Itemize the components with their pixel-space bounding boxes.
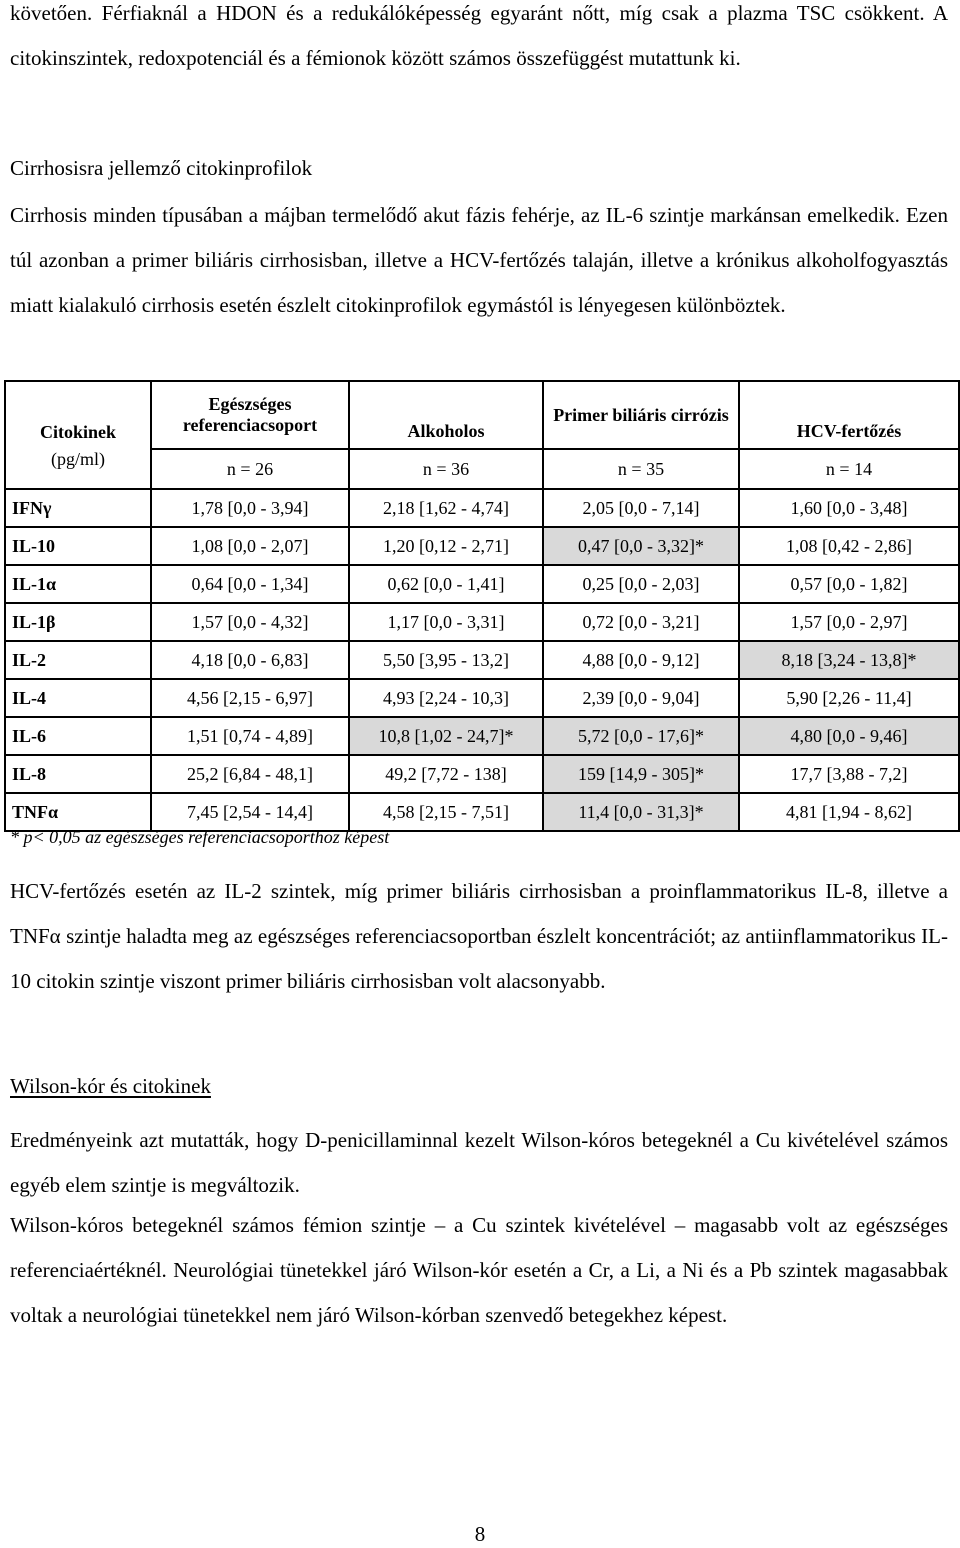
page-number: 8: [474, 1522, 486, 1546]
post-table-paragraph: HCV-fertőzés esetén az IL-2 szintek, míg primer biliáris cirrhosisban a proinflammatorikus IL-8, illetve a TNFα szintje haladta meg az egészséges referenciacsoportban észlelt koncentrációt; az antiinflammatorikus IL-10 citokin szintje viszont primer biliáris cirrhosisban volt alacsonyabb.: [10, 879, 948, 993]
table-row: [5, 679, 959, 717]
table-cell: 4,93 [2,24 - 10,3]: [349, 679, 543, 717]
intro-paragraph: követően. Férfiaknál a HDON és a redukálóképesség egyaránt nőtt, míg csak a plazma TSC csökkent. A citokinszintek, redoxpotenciál és a fémionok között számos összefüggést mutattunk ki.: [10, 1, 948, 70]
table-cell: 0,62 [0,0 - 1,41]: [349, 565, 543, 603]
sample-size-cell: n = 26: [151, 449, 349, 489]
table-cell: 25,2 [6,84 - 48,1]: [151, 755, 349, 793]
table-cell: 0,72 [0,0 - 3,21]: [543, 603, 739, 641]
table-cell: 0,57 [0,0 - 1,82]: [739, 565, 959, 603]
table-cell: 2,39 [0,0 - 9,04]: [543, 679, 739, 717]
sample-size-row: [5, 449, 959, 489]
table-cell: 1,51 [0,74 - 4,89]: [151, 717, 349, 755]
cytokine-name: IL-8: [5, 755, 151, 793]
cytokine-name: IL-2: [5, 641, 151, 679]
table-row: [5, 565, 959, 603]
table-cell: 2,18 [1,62 - 4,74]: [349, 489, 543, 527]
table-cell: 1,20 [0,12 - 2,71]: [349, 527, 543, 565]
table-cell: 1,60 [0,0 - 3,48]: [739, 489, 959, 527]
table-row: [5, 603, 959, 641]
table-cell: 1,08 [0,42 - 2,86]: [739, 527, 959, 565]
table-cell: 11,4 [0,0 - 31,3]*: [543, 793, 739, 831]
sample-size-cell: n = 36: [349, 449, 543, 489]
table-cell: 1,57 [0,0 - 2,97]: [739, 603, 959, 641]
cirrhosis-paragraph: Cirrhosis minden típusában a májban termelődő akut fázis fehérje, az IL-6 szintje markánsan emelkedik. Ezen túl azonban a primer biliáris cirrhosisban, illetve a HCV-fertőzés talaján, illetve a krónikus alkoholfogyasztás miatt kialakuló cirrhosis esetén észlelt citokinprofilok egymástól is lényegesen különböztek.: [10, 203, 948, 317]
table-footnote: * p< 0,05 az egészséges referenciacsoporthoz képest: [10, 827, 390, 847]
table-row: [5, 489, 959, 527]
wilson-paragraph-1: Eredményeink azt mutatták, hogy D-penicillaminnal kezelt Wilson-kóros betegeknél a Cu kivételével számos egyéb elem szintje is megváltozik.: [10, 1128, 948, 1197]
column-header: Alkoholos: [349, 381, 543, 449]
table-row: [5, 755, 959, 793]
column-header: Egészséges referenciacsoport: [151, 381, 349, 449]
cytokine-name: IFNγ: [5, 489, 151, 527]
table-cell: 1,17 [0,0 - 3,31]: [349, 603, 543, 641]
table-row: [5, 793, 959, 831]
section-heading-cirrhosis: Cirrhosisra jellemző citokinprofilok: [10, 156, 313, 180]
sample-size-cell: n = 14: [739, 449, 959, 489]
table-cell: 4,81 [1,94 - 8,62]: [739, 793, 959, 831]
table-cell: 8,18 [3,24 - 13,8]*: [739, 641, 959, 679]
table-cell: 159 [14,9 - 305]*: [543, 755, 739, 793]
section-heading-wilson: Wilson-kór és citokinek: [10, 1074, 211, 1098]
table-cell: 0,64 [0,0 - 1,34]: [151, 565, 349, 603]
table-row: [5, 641, 959, 679]
unit-label: (pg/ml): [5, 449, 151, 489]
cytokine-name: IL-1α: [5, 565, 151, 603]
table-cell: 17,7 [3,88 - 7,2]: [739, 755, 959, 793]
cytokine-name: IL-4: [5, 679, 151, 717]
cytokine-name: TNFα: [5, 793, 151, 831]
wilson-paragraph-2: Wilson-kóros betegeknél számos fémion szintje – a Cu szintek kivételével – magasabb volt az egészséges referenciaértéknél. Neurológiai tünetekkel járó Wilson-kór esetén a Cr, a Li, a Ni és a Pb szintek magasabbak voltak a neurológiai tünetekkel nem járó Wilson-kórban szenvedő betegekhez képest.: [10, 1213, 948, 1327]
corner-label: Citokinek: [5, 381, 151, 449]
table-cell: 1,57 [0,0 - 4,32]: [151, 603, 349, 641]
table-row: [5, 717, 959, 755]
table-cell: 5,50 [3,95 - 13,2]: [349, 641, 543, 679]
cytokine-name: IL-1β: [5, 603, 151, 641]
table-cell: 5,72 [0,0 - 17,6]*: [543, 717, 739, 755]
table-cell: 4,56 [2,15 - 6,97]: [151, 679, 349, 717]
table-cell: 2,05 [0,0 - 7,14]: [543, 489, 739, 527]
column-header: Primer biliáris cirrózis: [543, 381, 739, 449]
table-cell: 7,45 [2,54 - 14,4]: [151, 793, 349, 831]
table-header-row: [5, 381, 959, 449]
table-cell: 4,58 [2,15 - 7,51]: [349, 793, 543, 831]
table-cell: 0,25 [0,0 - 2,03]: [543, 565, 739, 603]
table-cell: 5,90 [2,26 - 11,4]: [739, 679, 959, 717]
table-cell: 4,88 [0,0 - 9,12]: [543, 641, 739, 679]
cytokine-name: IL-10: [5, 527, 151, 565]
table-cell: 49,2 [7,72 - 138]: [349, 755, 543, 793]
sample-size-cell: n = 35: [543, 449, 739, 489]
table-cell: 4,80 [0,0 - 9,46]: [739, 717, 959, 755]
table-cell: 4,18 [0,0 - 6,83]: [151, 641, 349, 679]
table-cell: 1,08 [0,0 - 2,07]: [151, 527, 349, 565]
cytokine-table: [4, 380, 960, 832]
table-cell: 10,8 [1,02 - 24,7]*: [349, 717, 543, 755]
cytokine-name: IL-6: [5, 717, 151, 755]
table-cell: 0,47 [0,0 - 3,32]*: [543, 527, 739, 565]
column-header: HCV-fertőzés: [739, 381, 959, 449]
table-row: [5, 527, 959, 565]
table-cell: 1,78 [0,0 - 3,94]: [151, 489, 349, 527]
